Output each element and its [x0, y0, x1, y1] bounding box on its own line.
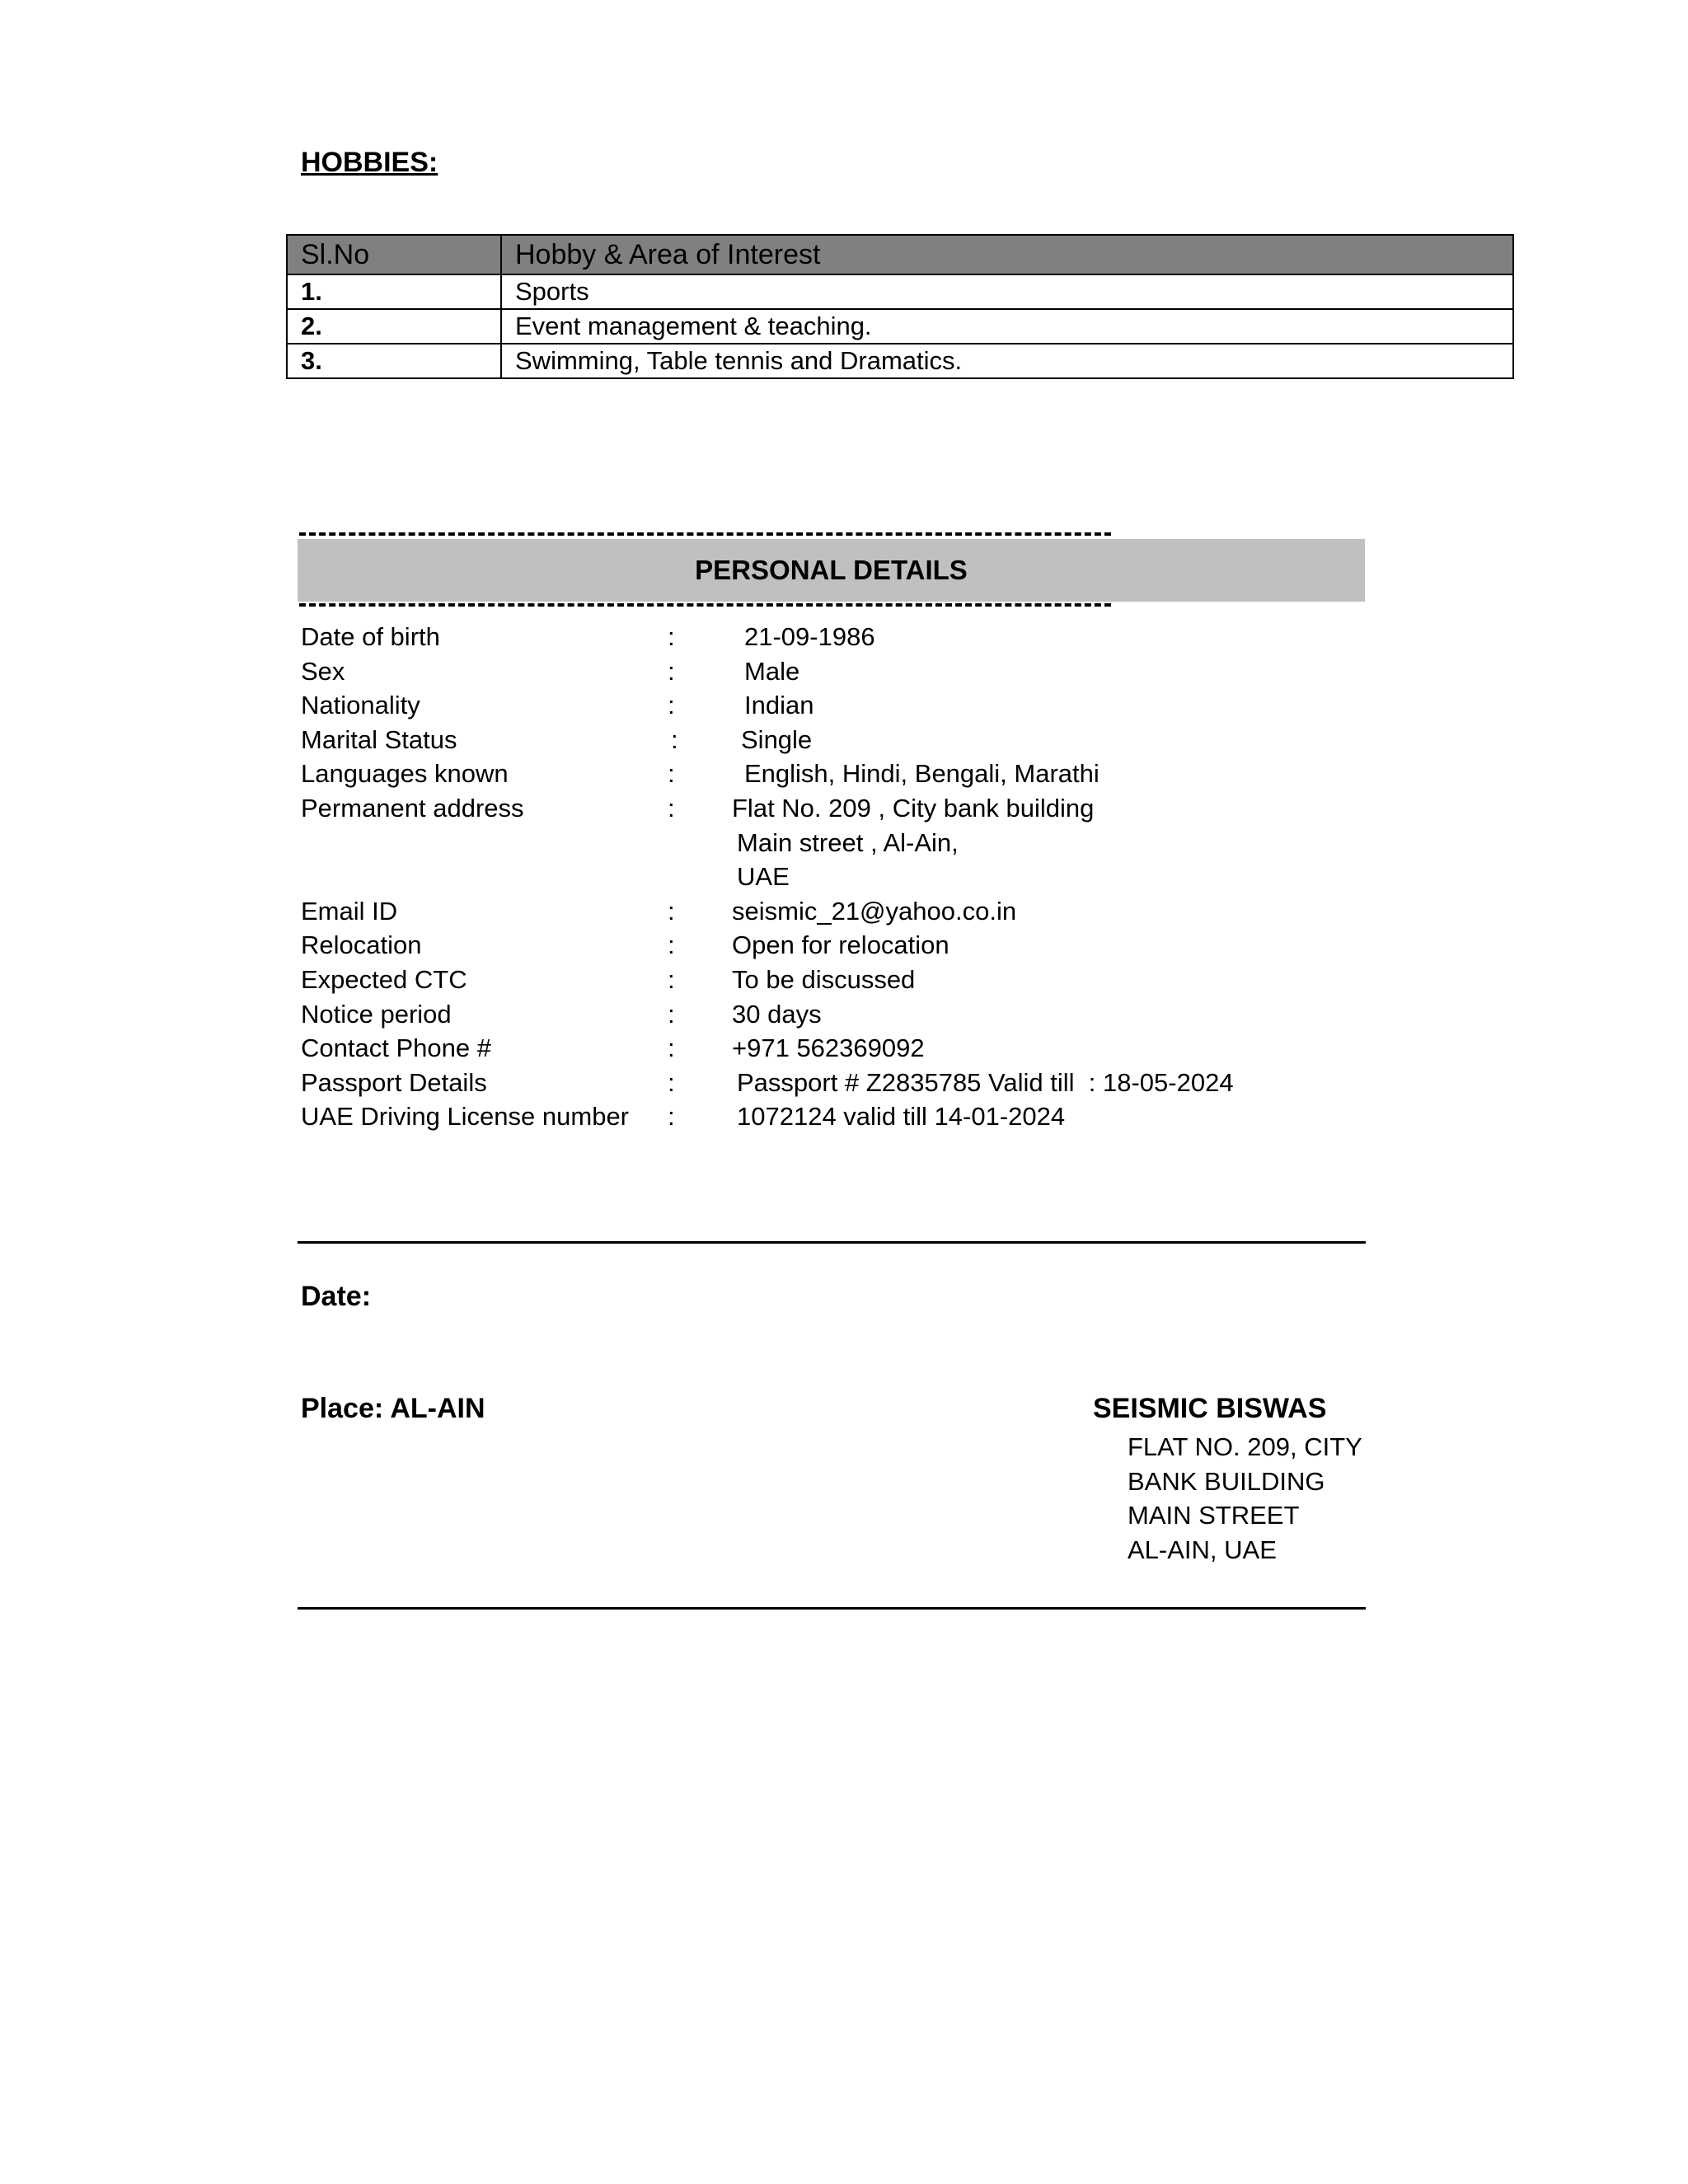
- detail-row-permanent-address: [301, 791, 1234, 826]
- detail-label: Email ID: [301, 896, 398, 926]
- detail-separator: :: [668, 656, 675, 686]
- detail-value: seismic_21@yahoo.co.in: [732, 896, 1017, 926]
- detail-separator: :: [668, 759, 675, 789]
- address-line: MAIN STREET: [1128, 1501, 1300, 1530]
- detail-label: Date of birth: [301, 622, 440, 651]
- detail-separator: [668, 826, 719, 860]
- hobbies-heading: HOBBIES:: [301, 147, 438, 178]
- detail-value: To be discussed: [732, 964, 916, 994]
- detail-value: Passport # Z2835785 Valid till : 18-05-2024: [737, 1067, 1234, 1097]
- horizontal-rule-top: [298, 1241, 1366, 1244]
- detail-row-languages: [301, 757, 1234, 791]
- detail-value: Main street , Al-Ain,: [737, 827, 959, 857]
- personal-details-title: PERSONAL DETAILS: [695, 555, 968, 585]
- detail-row-nationality: [301, 688, 1234, 723]
- detail-separator: :: [668, 691, 675, 720]
- detail-separator: :: [668, 793, 675, 823]
- sl-no-cell: 1.: [287, 274, 501, 309]
- detail-label: Passport Details: [301, 1067, 487, 1097]
- dashed-divider-top: [299, 532, 1111, 536]
- detail-separator: :: [668, 930, 675, 960]
- detail-separator: :: [668, 999, 675, 1029]
- detail-value: 21-09-1986: [744, 622, 875, 651]
- detail-separator: [668, 860, 719, 894]
- detail-row-address-line-2: [301, 826, 1234, 860]
- detail-row-marital-status: [301, 723, 1234, 757]
- sl-no-cell: 3.: [287, 344, 501, 378]
- detail-label: [301, 860, 668, 894]
- detail-separator: :: [668, 964, 675, 994]
- detail-value: Indian: [744, 691, 814, 720]
- detail-row-address-line-3: [301, 860, 1234, 894]
- detail-label: Relocation: [301, 930, 422, 960]
- address-line: AL-AIN, UAE: [1128, 1535, 1277, 1564]
- table-row: [287, 274, 1513, 309]
- detail-label: [301, 826, 668, 860]
- detail-value: Open for relocation: [732, 930, 950, 960]
- detail-row-email: [301, 894, 1234, 929]
- detail-row-passport: [301, 1066, 1234, 1100]
- detail-value: Male: [744, 656, 800, 686]
- detail-label: Marital Status: [301, 724, 457, 754]
- hobby-cell: Sports: [501, 274, 1513, 309]
- signatory-name: SEISMIC BISWAS: [1093, 1393, 1327, 1424]
- detail-separator: :: [668, 1102, 675, 1132]
- detail-value: 30 days: [732, 999, 822, 1029]
- table-row: [287, 344, 1513, 378]
- personal-details-list: [301, 620, 1234, 1134]
- sl-no-cell: 2.: [287, 309, 501, 344]
- detail-row-contact-phone: [301, 1031, 1234, 1066]
- detail-row-driving-license: [301, 1099, 1234, 1134]
- signatory-address: [1128, 1430, 1362, 1567]
- hobbies-table: [286, 234, 1514, 379]
- detail-row-expected-ctc: [301, 963, 1234, 997]
- table-row: [287, 309, 1513, 344]
- detail-row-sex: [301, 654, 1234, 689]
- detail-value: 1072124 valid till 14-01-2024: [737, 1102, 1066, 1132]
- detail-row-relocation: [301, 928, 1234, 963]
- column-header-sl-no: Sl.No: [287, 235, 501, 274]
- hobbies-header-row: [287, 235, 1513, 274]
- detail-separator: :: [668, 1033, 675, 1063]
- address-line: BANK BUILDING: [1128, 1466, 1325, 1496]
- column-header-hobby: Hobby & Area of Interest: [501, 235, 1513, 274]
- detail-label: Expected CTC: [301, 964, 467, 994]
- detail-label: Contact Phone #: [301, 1033, 491, 1063]
- detail-separator: :: [668, 896, 675, 926]
- detail-label: Nationality: [301, 691, 420, 720]
- detail-separator: :: [671, 724, 678, 754]
- detail-label: Sex: [301, 656, 345, 686]
- date-label: Date:: [301, 1281, 372, 1312]
- detail-separator: :: [668, 1067, 675, 1097]
- dashed-divider-bottom: [299, 603, 1111, 607]
- detail-value: +971 562369092: [732, 1033, 925, 1063]
- hobby-cell: Swimming, Table tennis and Dramatics.: [501, 344, 1513, 378]
- detail-row-notice-period: [301, 997, 1234, 1032]
- detail-label: Languages known: [301, 759, 509, 789]
- detail-label: Permanent address: [301, 793, 524, 823]
- detail-label: Notice period: [301, 999, 452, 1029]
- detail-value: English, Hindi, Bengali, Marathi: [744, 759, 1100, 789]
- detail-label: UAE Driving License number: [301, 1102, 630, 1132]
- detail-value: Single: [741, 724, 813, 754]
- horizontal-rule-bottom: [298, 1607, 1366, 1610]
- detail-row-date-of-birth: [301, 620, 1234, 654]
- hobby-cell: Event management & teaching.: [501, 309, 1513, 344]
- detail-value: UAE: [737, 862, 790, 892]
- detail-value: Flat No. 209 , City bank building: [732, 793, 1095, 823]
- detail-separator: :: [668, 622, 675, 651]
- place-label: Place: AL-AIN: [301, 1393, 485, 1424]
- address-line: FLAT NO. 209, CITY: [1128, 1432, 1362, 1461]
